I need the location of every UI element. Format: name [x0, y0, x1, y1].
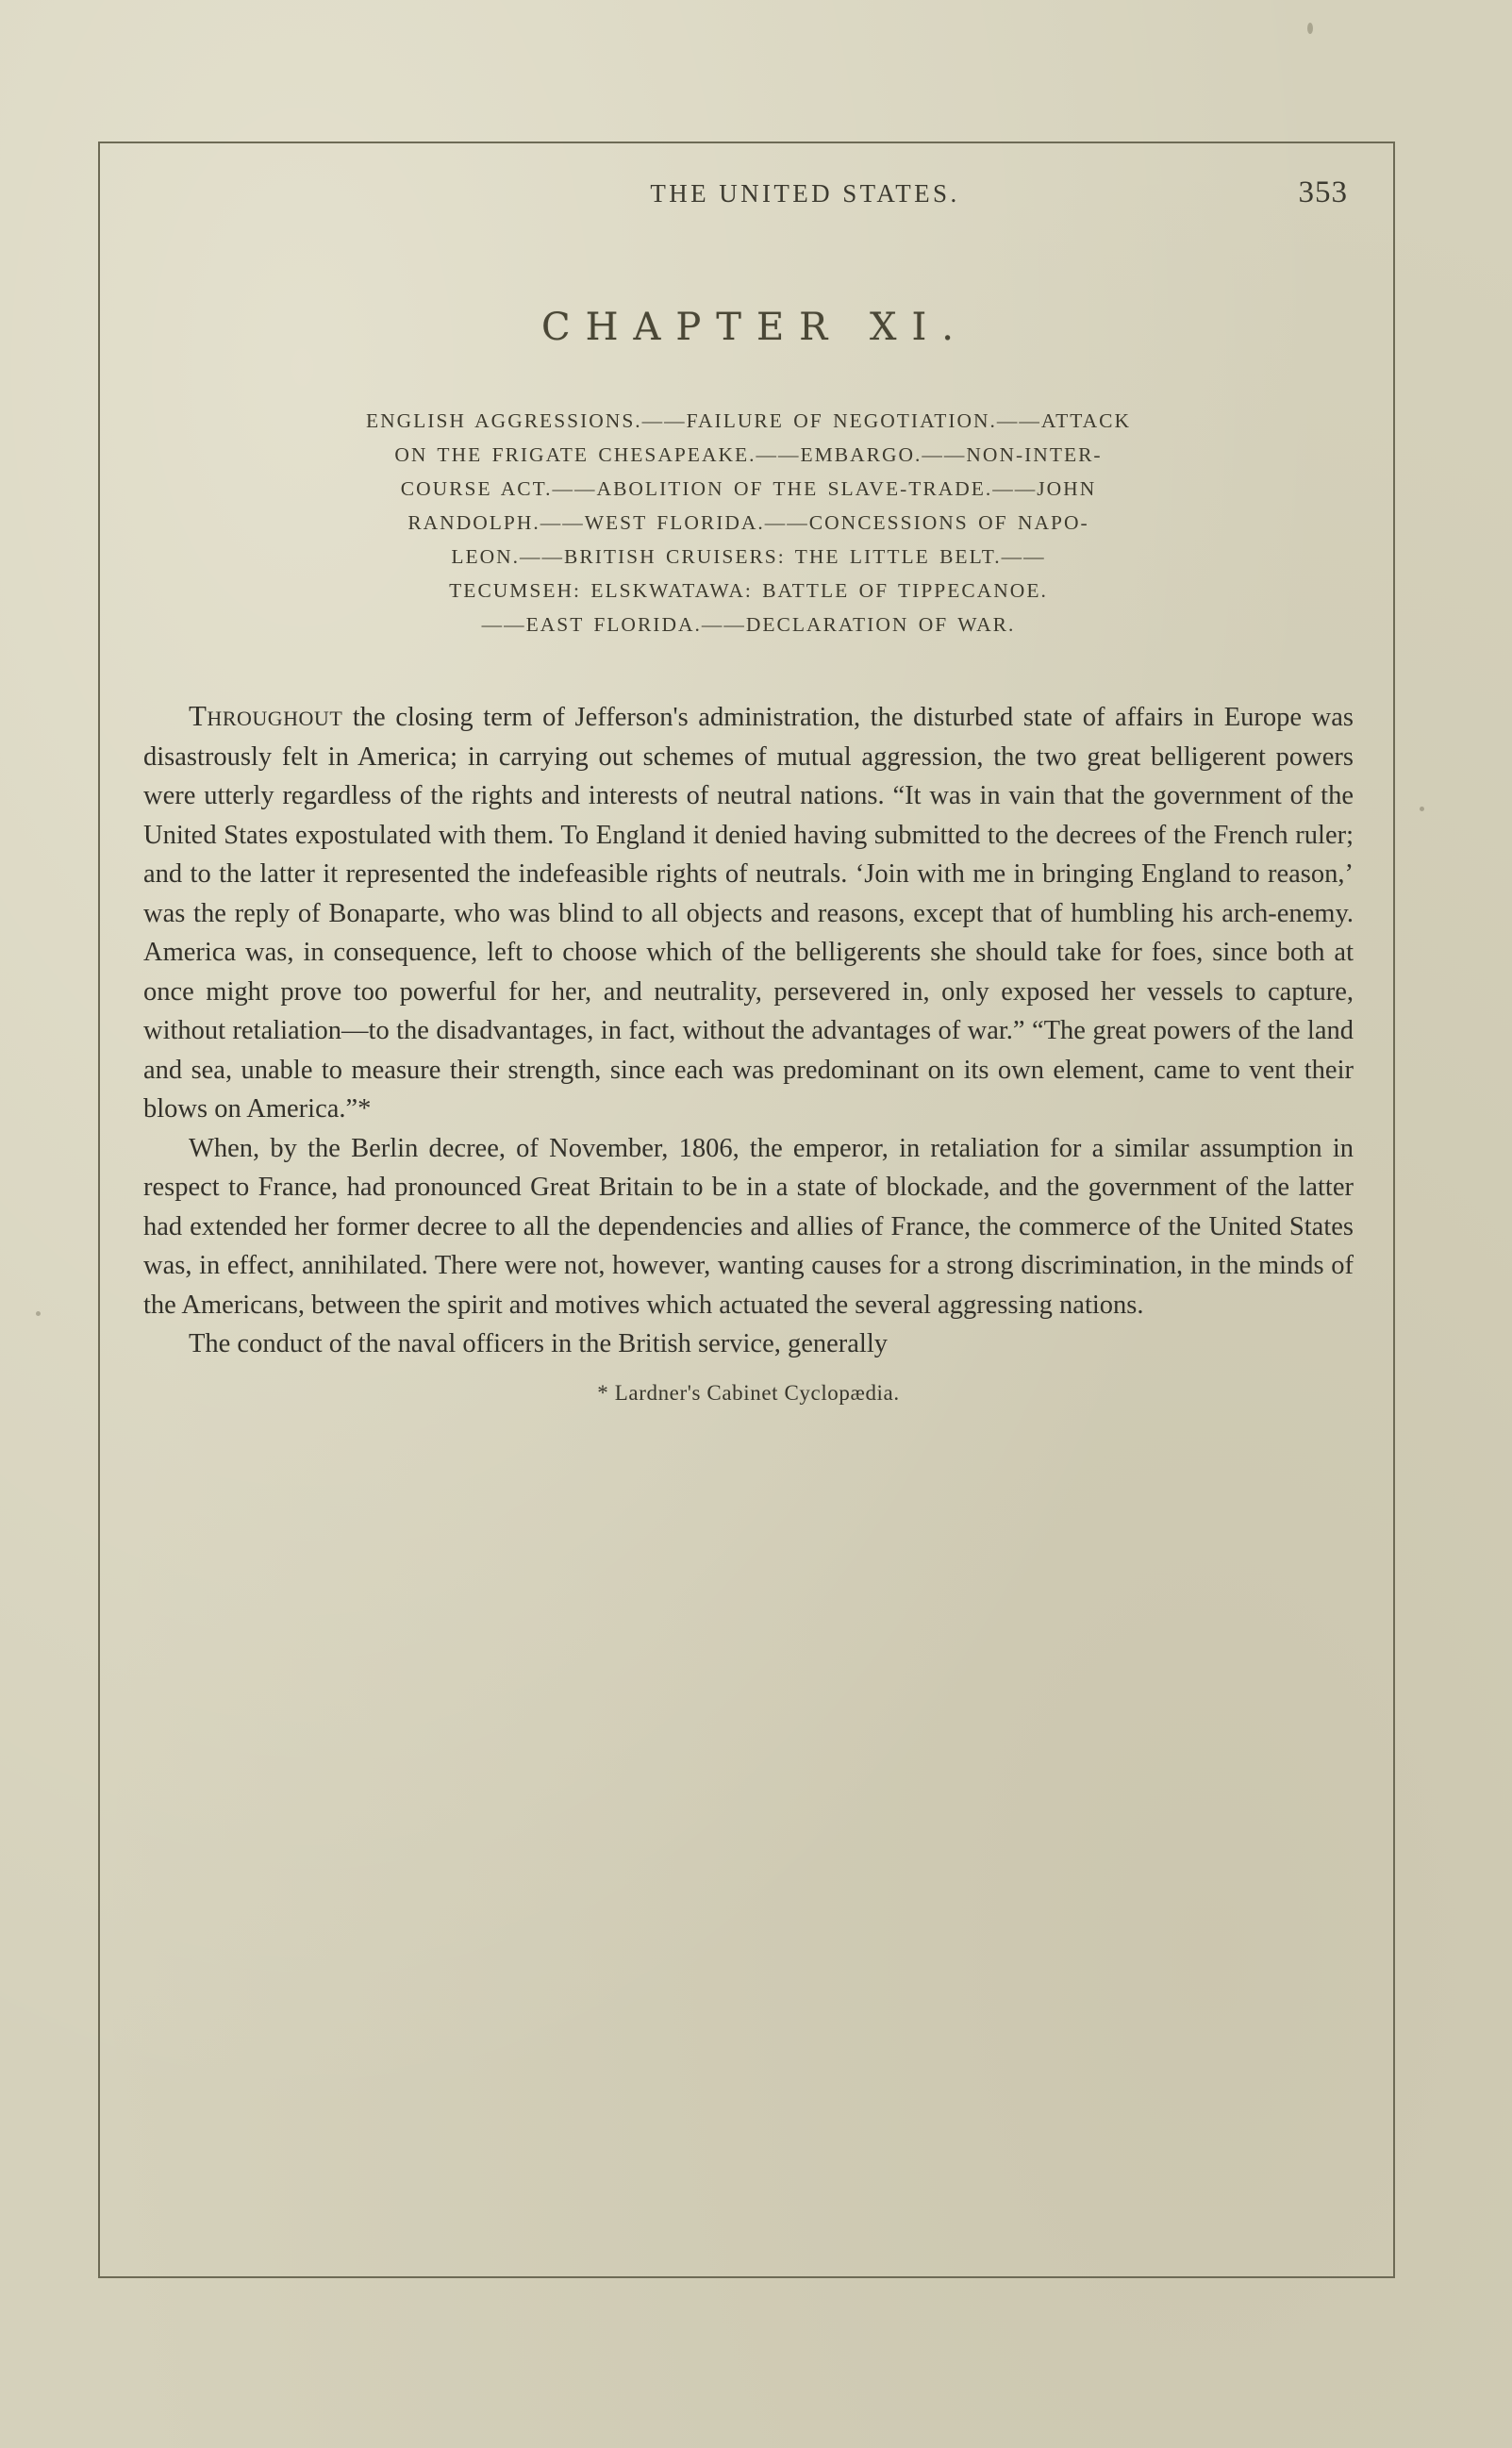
paper-speck — [36, 1311, 41, 1316]
argument-line: COURSE ACT.——ABOLITION OF THE SLAVE-TRADE.——JOHN — [400, 477, 1097, 500]
paper-speck — [1307, 23, 1313, 34]
argument-line: LEON.——BRITISH CRUISERS: THE LITTLE BELT.—— — [451, 545, 1046, 568]
paragraph-text: The conduct of the naval officers in the British service, generally — [189, 1329, 888, 1358]
running-head — [143, 175, 1354, 228]
chapter-argument — [143, 404, 1354, 641]
paragraph — [143, 1129, 1354, 1325]
running-head-title: THE UNITED STATES. — [650, 179, 960, 208]
argument-line: RANDOLPH.——WEST FLORIDA.——CONCESSIONS OF NAPO- — [407, 511, 1089, 534]
paragraph-text: When, by the Berlin decree, of November, 1806, the emperor, in retaliation for a similar assumption in respect to France, had pronounced Great Britain to be in a state of blockade, and the government of the latter had extended her former decree to all the dependencies and allies of France, the commerce of the United States was, in effect, annihilated. There were not, however, wanting causes for a strong discrimination, in the minds of the Americans, between the spirit and motives which actuated the several aggressing nations. — [143, 1133, 1354, 1320]
chapter-title: CHAPTER XI. — [541, 306, 969, 349]
paragraph-opening-smallcaps: Throughout — [189, 699, 343, 732]
paragraph — [143, 696, 1354, 1129]
page-number: 353 — [1298, 175, 1348, 209]
paper-speck — [1420, 807, 1424, 811]
argument-line: TECUMSEH: ELSKWATAWA: BATTLE OF TIPPECANOE. — [449, 579, 1048, 602]
argument-line: ——EAST FLORIDA.——DECLARATION OF WAR. — [481, 613, 1016, 636]
argument-line: ON THE FRIGATE CHESAPEAKE.——EMBARGO.——NON-INTER- — [394, 443, 1103, 466]
page-content — [143, 175, 1354, 1406]
body-text — [143, 696, 1354, 1364]
paragraph-text: the closing term of Jefferson's administration, the disturbed state of affairs in Europe was disastrously felt in America; in carrying out schemes of mutual aggression, the two great belligerent powers were utterly regardless of the rights and interests of neutral nations. “It was in vain that the government of the United States expostulated with them. To England it denied having submitted to the decrees of the French ruler; and to the latter it represented the indefeasible rights of neutrals. ‘Join with me in bringing England to reason,’ was the reply of Bonaparte, who was blind to all objects and reasons, except that of humbling his arch-enemy. America was, in consequence, left to choose which of the belligerents she should take for foes, since both at once might prove too powerful for her, and neutrality, persevered in, only exposed her vessels to capture, without retaliation—to the disadvantages, in fact, without the advantages of war.” “The great powers of the land and sea, unable to measure their strength, since each was predominant on its own element, came to vent their blows on America.”* — [143, 703, 1354, 1124]
footnote: * Lardner's Cabinet Cyclopædia. — [597, 1380, 900, 1405]
argument-line: ENGLISH AGGRESSIONS.——FAILURE OF NEGOTIATION.——ATTACK — [365, 409, 1132, 432]
paragraph — [143, 1324, 1354, 1364]
